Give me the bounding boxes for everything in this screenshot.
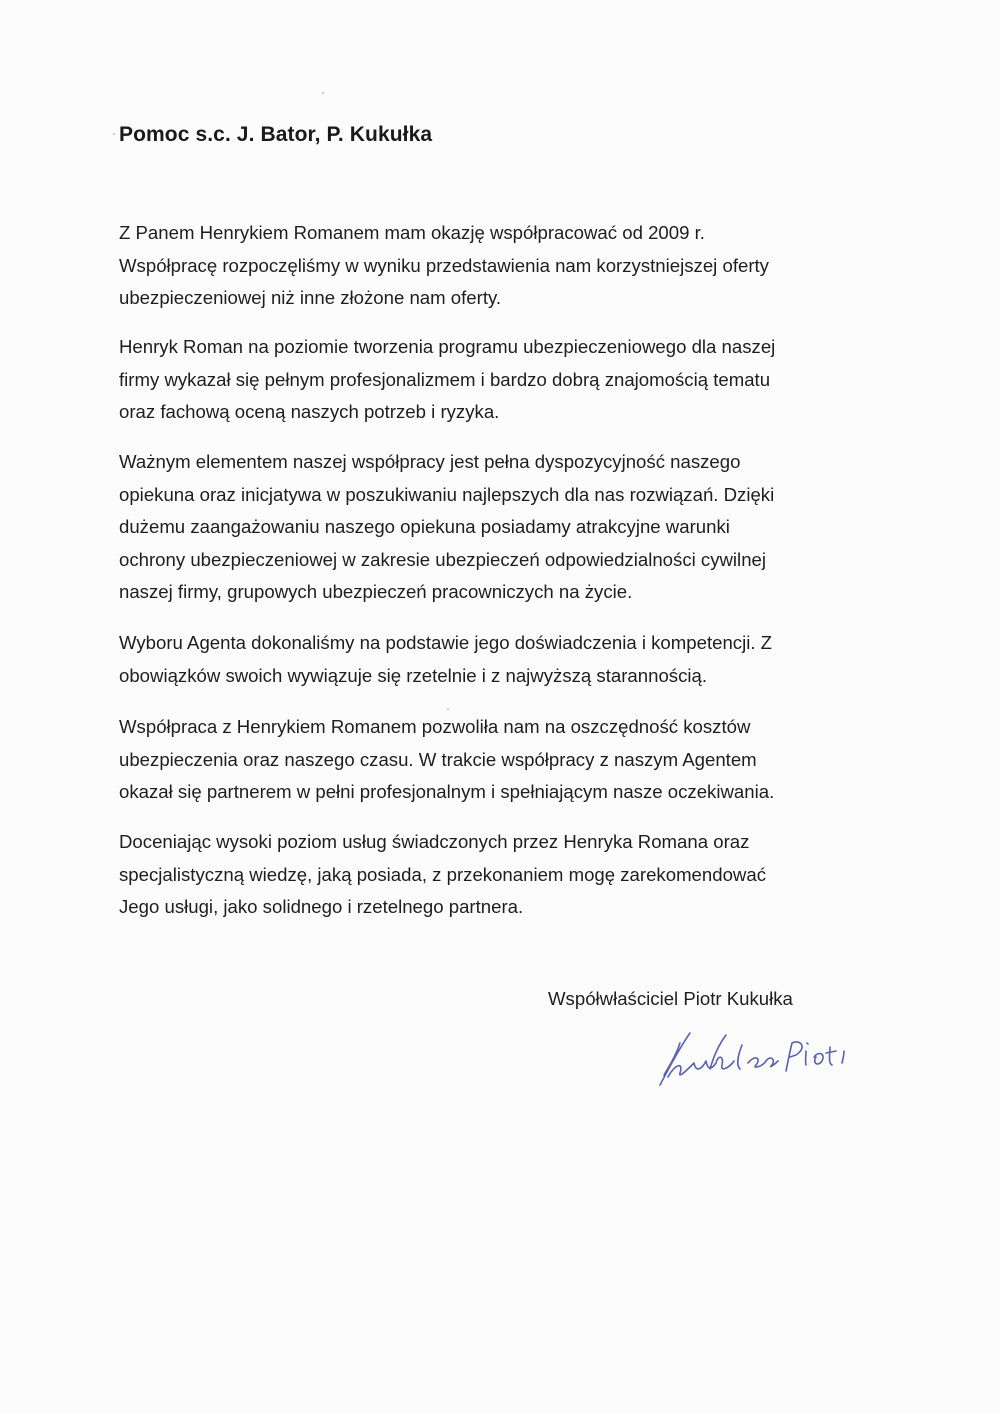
text-line: Doceniając wysoki poziom usług świadczonych przez Henryka Romana oraz bbox=[119, 831, 750, 852]
paragraph-professionalism bbox=[119, 331, 775, 429]
text-line: Ważnym elementem naszej współpracy jest pełna dyspozycyjność naszego bbox=[119, 451, 741, 472]
text-line: Współpraca z Henrykiem Romanem pozwoliła nam na oszczędność kosztów bbox=[119, 716, 751, 737]
signature-label: Współwłaściciel Piotr Kukułka bbox=[548, 988, 793, 1009]
text-line: specjalistyczną wiedzę, jaką posiada, z przekonaniem mogę zarekomendować bbox=[119, 863, 766, 885]
text-line: dużemu zaangażowaniu naszego opiekuna posiadamy atrakcyjne warunki bbox=[119, 516, 730, 537]
text-line: ubezpieczeniowej niż inne złożone nam oferty. bbox=[119, 287, 502, 308]
scan-speck bbox=[322, 92, 324, 94]
scan-speck bbox=[447, 708, 449, 710]
text-line: Wyboru Agenta dokonaliśmy na podstawie jego doświadczenia i kompetencji. Z bbox=[119, 632, 773, 653]
text-line: oraz fachową oceną naszych potrzeb i ryzyka. bbox=[119, 401, 500, 422]
paragraph-recommendation bbox=[119, 826, 766, 924]
text-line: obowiązków swoich wywiązuje się rzetelnie i z najwyższą starannością. bbox=[119, 664, 708, 686]
text-line: Jego usługi, jako solidnego i rzetelnego partnera. bbox=[119, 896, 524, 917]
text-line: ochrony ubezpieczeniowej w zakresie ubezpieczeń odpowiedzialności cywilnej bbox=[119, 548, 767, 570]
paragraph-agent-choice bbox=[119, 627, 772, 692]
text-line: Z Panem Henrykiem Romanem mam okazję współpracować od 2009 r. bbox=[119, 222, 705, 243]
text-line: okazał się partnerem w pełni profesjonalnym i spełniającym nasze oczekiwania. bbox=[119, 781, 775, 802]
text-line: firmy wykazał się pełnym profesjonalizmem i bardzo dobrą znajomością tematu bbox=[119, 368, 771, 390]
text-line: naszej firmy, grupowych ubezpieczeń pracowniczych na życie. bbox=[119, 581, 633, 602]
text-line: opiekuna oraz inicjatywa w poszukiwaniu najlepszych dla nas rozwiązań. Dzięki bbox=[119, 483, 775, 505]
scan-speck bbox=[113, 133, 115, 135]
paragraph-savings bbox=[119, 711, 774, 809]
text-line: Henryk Roman na poziomie tworzenia programu ubezpieczeniowego dla naszej bbox=[119, 336, 776, 357]
paragraph-availability bbox=[119, 446, 774, 609]
handwritten-signature-icon bbox=[650, 1025, 850, 1090]
paragraph-intro bbox=[119, 217, 769, 315]
text-line: ubezpieczenia oraz naszego czasu. W trakcie współpracy z naszym Agentem bbox=[119, 748, 757, 770]
document-heading: Pomoc s.c. J. Bator, P. Kukułka bbox=[119, 123, 433, 146]
text-line: Współpracę rozpoczęliśmy w wyniku przedstawienia nam korzystniejszej oferty bbox=[119, 254, 769, 276]
